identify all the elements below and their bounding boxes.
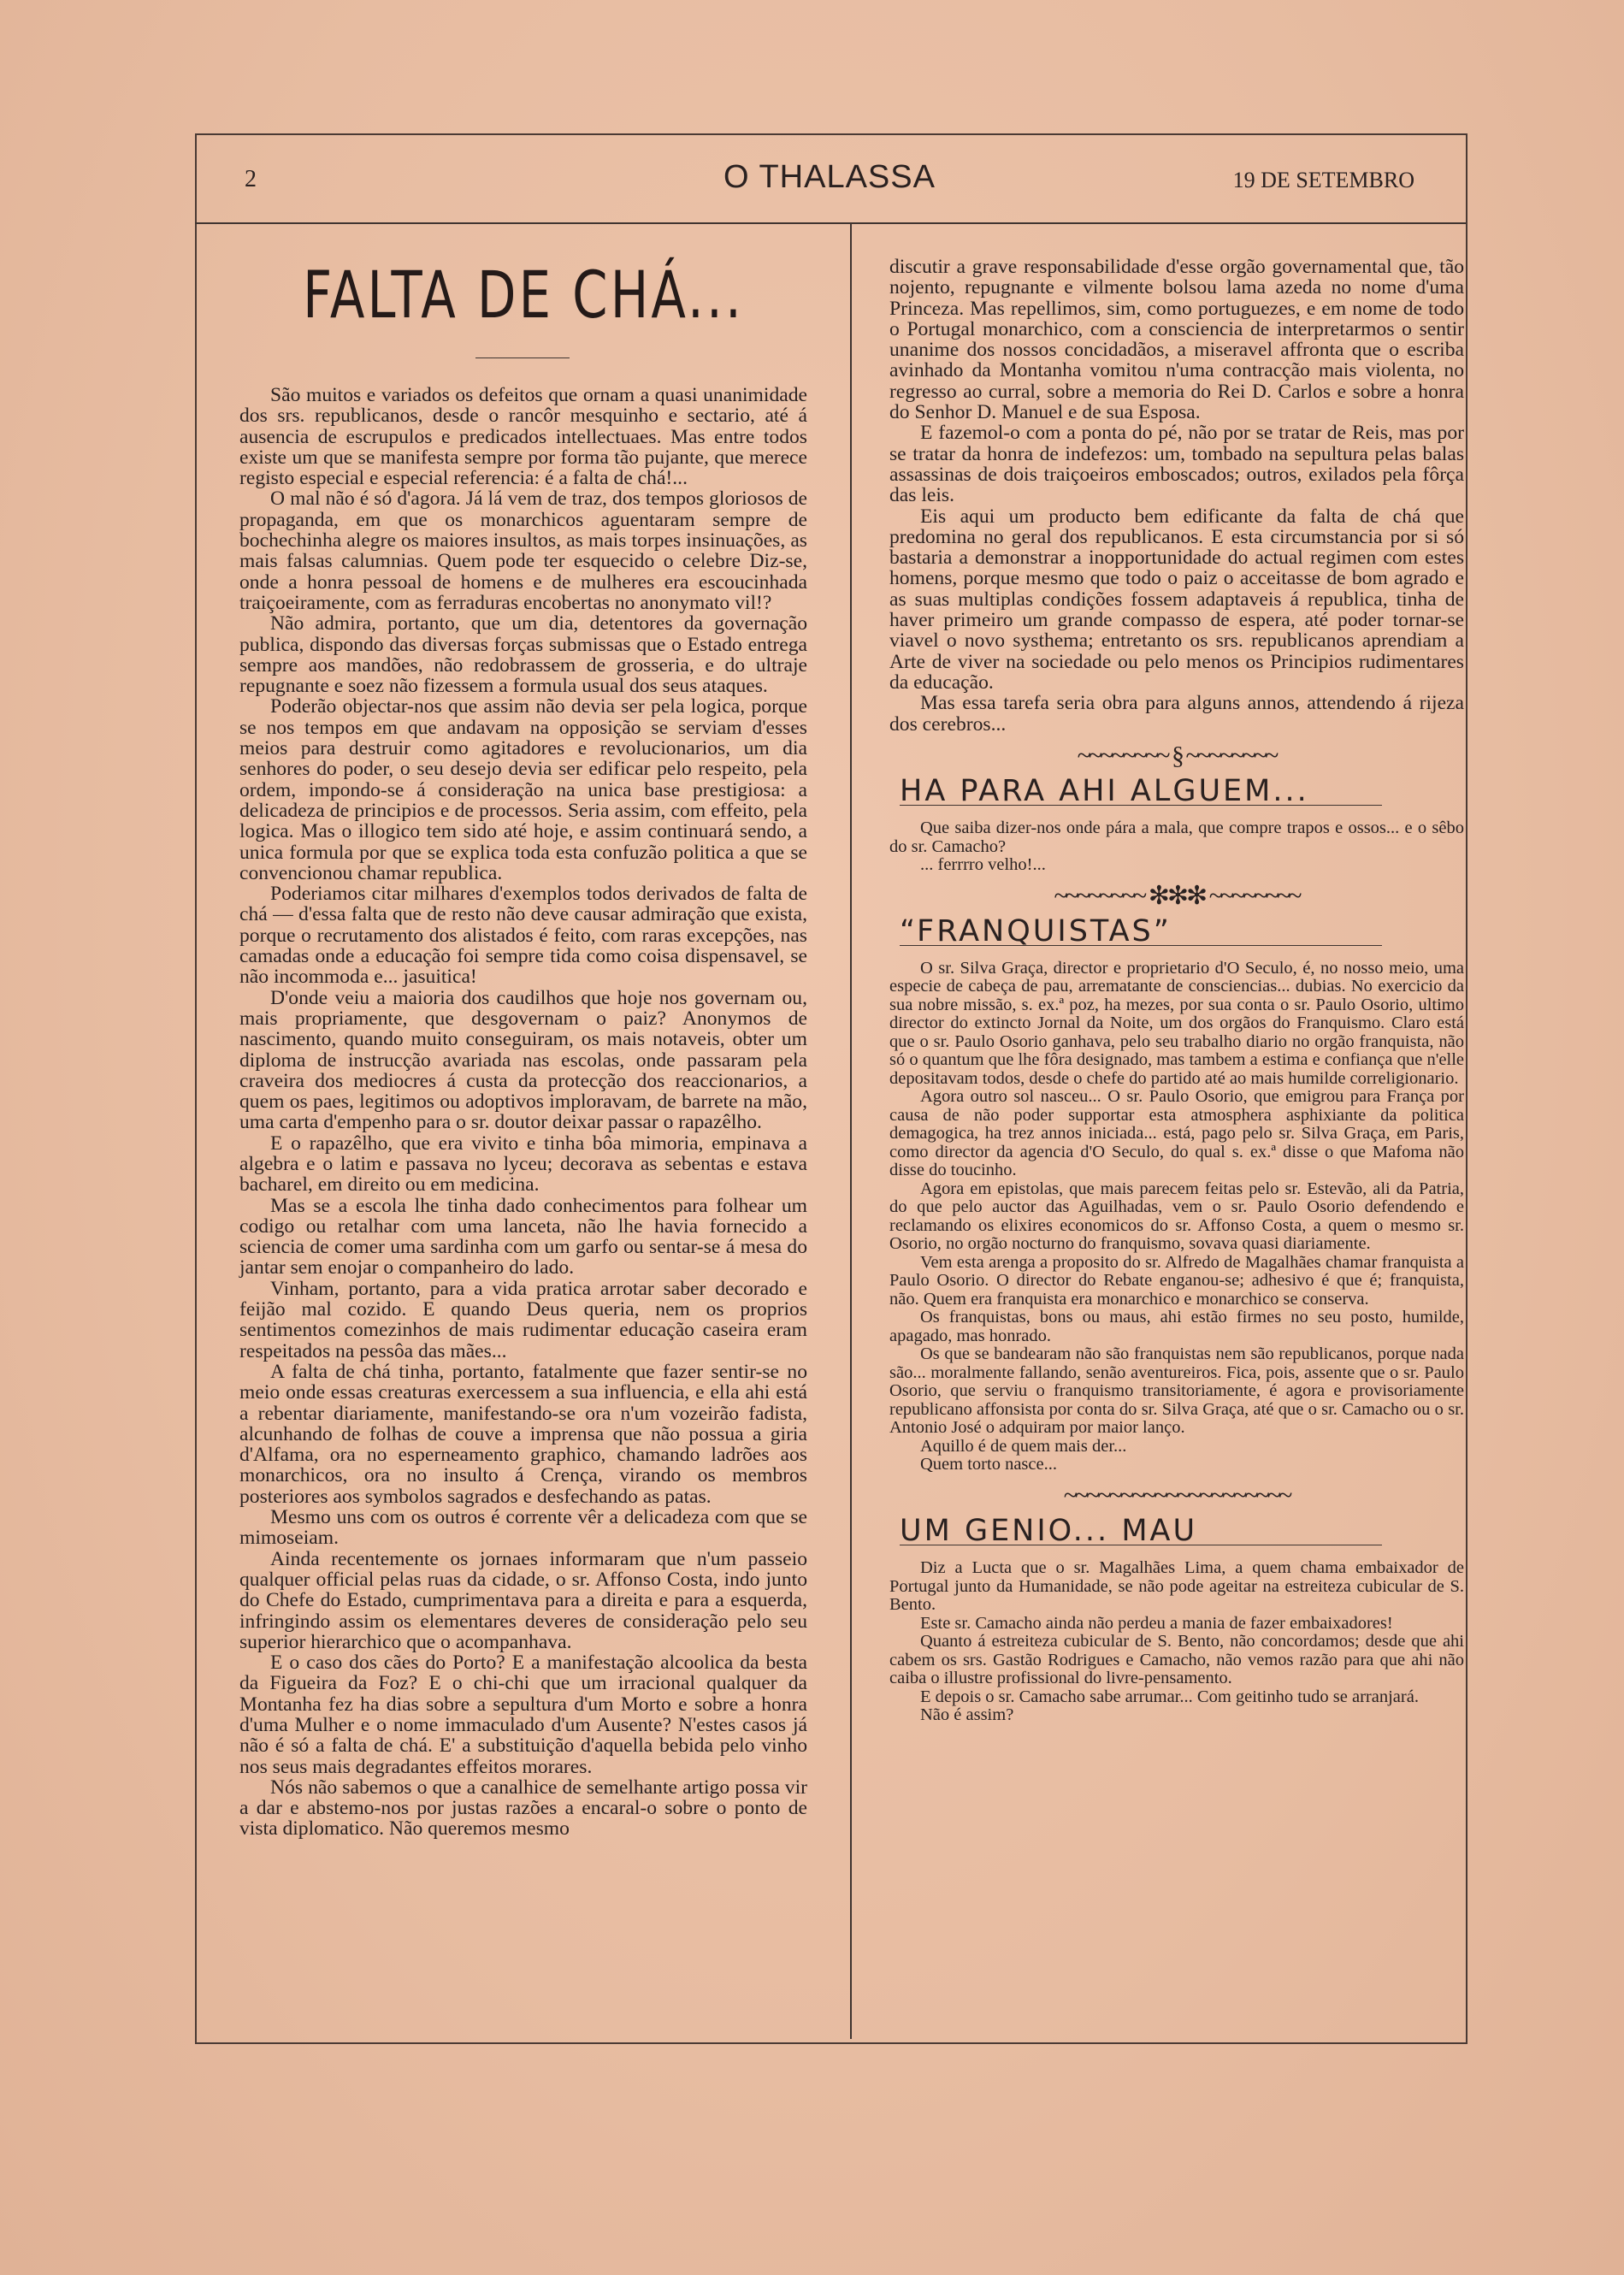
header-rule (195, 222, 1466, 224)
section-paragraph: E depois o sr. Camacho sabe arrumar... Com geitinho tudo se arranjará. (920, 1687, 1419, 1706)
article-paragraph: Nós não sabemos o que a canalhice de semelhante artigo possa vir a dar e abstemo-nos por justas razões a encaral-o sobre o ponto de vista diplomatico. Não queremos mesmo (239, 1776, 807, 1841)
section-ha-para-ahi-alguem (889, 743, 1464, 875)
section-paragraph: Agora em epistolas, que mais parecem feitas pelo sr. Estevão, ali da Patria, do que pelo auctor das Aguilhadas, vem o sr. Paulo Osorio defendendo e reclamando os elixires economicos do sr. Affonso Costa, a quem o mesmo sr. Osorio, no orgão nocturno do franquismo, sovava quasi diariamente. (889, 1179, 1464, 1254)
section-paragraph: Quem torto nasce... (920, 1455, 1057, 1474)
article-paragraph: Não admira, portanto, que um dia, detentores da governação publica, dispondo das diversas forças submissas que o Estado entrega sempre aos mandões, não redobrassem de grosseria, e do ultraje repugnante e soez não fizessem a formula usual dos seus ataques. (239, 612, 807, 698)
section-paragraph: Não é assim? (920, 1705, 1014, 1725)
article-paragraph: O mal não é só d'agora. Já lá vem de traz, dos tempos gloriosos de propaganda, em que os monarchicos aguentaram sempre de bochechinha alegre os maiores insultos, as mais torpes insinuações, as mais falsas calumnias. Quem pode ter esquecido o celebre Diz-se, onde a honra pessoal de homens e de mulheres era escoucinhada traiçoeiramente, com as ferraduras encobertas no anonymato vil!? (239, 488, 807, 614)
ornament-divider: ~~~~~~~~~~~~~~~~~~~~ (1063, 1480, 1290, 1510)
section-title: HA PARA AHI ALGUEM... (900, 773, 1309, 808)
article-paragraph: São muitos e variados os defeitos que ornam a quasi unanimidade dos srs. republicanos, desde o rancôr mesquinho e sectario, até á ausencia de escrupulos e predicados intellectuaes. Mas entre todos existe um que se manifesta sempre por forma tão pujante, que merece registo especial e especial referencia: é a falta de chá!... (239, 384, 807, 490)
article-paragraph: Mas essa tarefa seria obra para alguns annos, attendendo á rijeza dos cerebros... (889, 692, 1464, 736)
article-paragraph: Ainda recentemente os jornaes informaram que n'um passeio qualquer official pelas ruas da cidade, o sr. Affonso Costa, indo junto do Chefe do Estado, cumprimentava para a direita e para a esquerda, infringindo assim os elementares deveres de consideração pelo seu superior hierarchico que o acompanhava. (239, 1547, 807, 1653)
article-paragraph: Eis aqui um producto bem edificante da falta de chá que predomina no geral dos republicanos. E esta circumstancia por si só bastaria a demonstrar a inopportunidade do actual regimen com estes homens, porque mesmo que todo o paiz o acceitasse de bom agrado e as suas multiplas condições fossem adaptaveis á republica, tinha de haver primeiro um grande compasso de espera, até poder tornar-se viavel o novo systhema; entretanto os srs. republicanos aprendiam a Arte de viver na sociedade ou pelo menos os Principios rudimentares da educação. (889, 505, 1464, 694)
section-paragraph: ... ferrrro velho!... (920, 855, 1046, 875)
article-paragraph: Mas se a escola lhe tinha dado conhecimentos para folhear um codigo ou retalhar com uma lanceta, não lhe havia fornecido a sciencia de comer uma sardinha com um garfo ou sentar-se á mesa do jantar sem enojar o companheiro do lado. (239, 1194, 807, 1279)
left-column (239, 385, 807, 1840)
article-paragraph: E fazemol-o com a ponta do pé, não por se tratar de Reis, mas por se tratar da honra de indefezos: um, tombado na sepultura pelas balas assassinas de dois traiçoeiros emboscados; outros, exilados pela fôrça das leis. (889, 422, 1464, 507)
section-paragraph: Este sr. Camacho ainda não perdeu a mania de fazer embaixadores! (920, 1613, 1393, 1633)
article-title: FALTA DE CHÁ... (303, 257, 744, 333)
newspaper-title: O THALASSA (723, 159, 936, 195)
article-paragraph: D'onde veiu a maioria dos caudilhos que hoje nos governam ou, mais propriamente, que desgovernam o paiz? Anonymos de nascimento, quando muito conseguiram, os mais notaveis, obter um diploma de instrucção avariada nas escolas, onde passaram pela craveira dos mediocres á custa da protecção dos reaccionarios, a quem os paes, legitimos ou adoptivos imploravam, de barrete na mão, uma carta d'empenho para o sr. doutor deixar passar o rapazêlho. (239, 986, 807, 1134)
ornament-divider: ~~~~~~~~ § ~~~~~~~~ (1077, 741, 1277, 770)
section-paragraph: Vem esta arenga a proposito do sr. Alfredo de Magalhães chamar franquista a Paulo Osorio. O director do Rebate enganou-se; adhesivo é que é; franquista, não. Quem era franquista era monarchico e monarchico se conserva. (889, 1252, 1464, 1309)
article-paragraph: E o caso dos cães do Porto? E a manifestação alcoolica da besta da Figueira da Foz? E o chi-chi que um irracional qualquer da Montanha fez ha dias sobre a sepultura d'um Morto e sobre a honra d'uma Mulher e o nome immaculado d'um Ausente? N'estes casos já não é só a falta de chá. E' a substituição d'aquella bebida pelo vinho nos seus mais degradantes effeitos morares. (239, 1652, 807, 1778)
article-paragraph: Poderiamos citar milhares d'exemplos todos derivados de falta de chá — d'essa falta que de resto não deve causar admiração que exista, porque o recrutamento dos alistados é feito, com raras excepções, nas camadas onde a educação foi sempre tida como coisa dispensavel, se não incommoda e... jasuitica! (239, 883, 807, 989)
section-paragraph: Os franquistas, bons ou maus, ahi estão firmes no seu posto, humilde, apagado, mas honrado. (889, 1308, 1464, 1345)
section-paragraph: Aquillo é de quem mais der... (920, 1436, 1127, 1456)
section-paragraph: Diz a Lucta que o sr. Magalhães Lima, a quem chama embaixador de Portugal junto da Humanidade, se não pode ageitar na estreiteza cubicular de S. Bento. (889, 1558, 1464, 1615)
page-number: 2 (245, 166, 257, 192)
section-title: UM GENIO... MAU (900, 1513, 1198, 1548)
section-franquistas (889, 883, 1464, 1474)
article-paragraph: Poderão objectar-nos que assim não devia ser pela logica, porque se nos tempos em que andavam na opposição se serviam d'esses meios para destruir como agitadores e revolucionarios, um dia senhores do poder, o seu desejo devia ser edificar pelo respeito, pela ordem, impondo-se á consideração na unica base prestigiosa: a delicadeza de principios e de processos. Seria assim, com effeito, pela logica. Mas o illogico tem sido até hoje, e assim continuará sendo, a unica formula por que se explica toda esta confuzão politica a que se convencionou chamar republica. (239, 695, 807, 884)
section-title: “FRANQUISTAS” (900, 913, 1172, 948)
section-paragraph: Os que se bandearam não são franquistas nem são republicanos, porque nada são... moralmente fallando, senão aventureiros. Fica, pois, assente que o sr. Paulo Osorio, que serviu o franquismo transitoriamente, é agora e provisoriamente republicano affonsista por conta do sr. Silva Graça, até que o sr. Camacho ou o sr. Antonio José o adquiram por maior lanço. (889, 1344, 1464, 1438)
ornament-divider: ~~~~~~~~ ✻✻✻ ~~~~~~~~ (1054, 881, 1300, 910)
article-paragraph: Mesmo uns com os outros é corrente vêr a delicadeza com que se mimoseiam. (239, 1506, 807, 1550)
section-paragraph: Quanto á estreiteza cubicular de S. Bento, não concordamos; desde que ahi cabem os srs. Gastão Rodrigues e Camacho, não vemos razão para que ahi não caiba o illustre profissional do livre-pensamento. (889, 1632, 1464, 1688)
article-paragraph: A falta de chá tinha, portanto, fatalmente que fazer sentir-se no meio onde essas creaturas exercessem a sua influencia, e ella ahi está a rebentar diariamente, manifestando-se ora n'um vozeirão fadista, alcunhando de folhas de couve a imprensa que não possua a giria d'Alfama, ora no esperneamento graphico, chamando ladrões aos monarchicos, ora no insulto á Crença, virando os membros posteriores aos symbolos sagrados e desfechando as patas. (239, 1360, 807, 1508)
right-column (889, 257, 1464, 1725)
column-divider (850, 224, 852, 2039)
page-header (195, 154, 1464, 214)
article-paragraph: E o rapazêlho, que era vivito e tinha bôa mimoria, empinava a algebra e o latim e passava no lyceu; decorava as sebentas e estava bacharel, em direito ou em medicina. (239, 1132, 807, 1197)
article-paragraph: Vinham, portanto, para a vida pratica arrotar saber decorado e feijão mal cozido. E quando Deus queria, nem os proprios sentimentos comezinhos de mais rudimentar educação caseira eram respeitados na pessôa das mães... (239, 1277, 807, 1362)
section-paragraph: Agora outro sol nasceu... O sr. Paulo Osorio, que emigrou para França por causa de não poder supportar esta atmosphera asphixiante da politica demagogica, ha trez annos iniciada... está, pago pelo sr. Silva Graça, em Paris, como director da agencia d'O Seculo, do qual s. ex.ª disse o que Mafoma não disse do toucinho. (889, 1087, 1464, 1180)
section-paragraph: Que saiba dizer-nos onde pára a mala, que compre trapos e ossos... e o sêbo do sr. Camacho? (889, 818, 1464, 856)
section-um-genio-mau (889, 1480, 1464, 1725)
section-paragraph: O sr. Silva Graça, director e proprietario d'O Seculo, é, no nosso meio, uma especie de cabeça de pau, arrematante de consciencias... dubias. No exercicio da sua nobre missão, s. ex.ª poz, ha mezes, por sua conta o sr. Paulo Osorio, ultimo director do extincto Jornal da Noite, um dos orgãos do Franquismo. Claro está que o sr. Paulo Osorio ganhava, pelo seu trabalho diario no orgão franquista, não só o quantum que lhe fôra designado, mas tambem a estima e confiança que n'elle depositavam todos, desde o chefe do partido até ao mais humilde correligionario. (889, 958, 1464, 1088)
article-paragraph: discutir a grave responsabilidade d'esse orgão governamental que, tão nojento, repugnante e vilmente bolsou lama azeda no nome d'uma Princeza. Mas repellimos, sim, como portuguezes, e em nome de todo o Portugal monarchico, com a consciencia de interpretarmos o sentir unanime dos nossos concidadãos, a miseravel affronta que o escriba avinhado da Montanha vomitou n'uma contracção mais violenta, no regresso ao curral, sobre a memoria do Rei D. Carlos e sobre a honra do Senhor D. Manuel e de sua Esposa. (889, 256, 1464, 424)
issue-date: 19 DE SETEMBRO (1232, 168, 1414, 192)
